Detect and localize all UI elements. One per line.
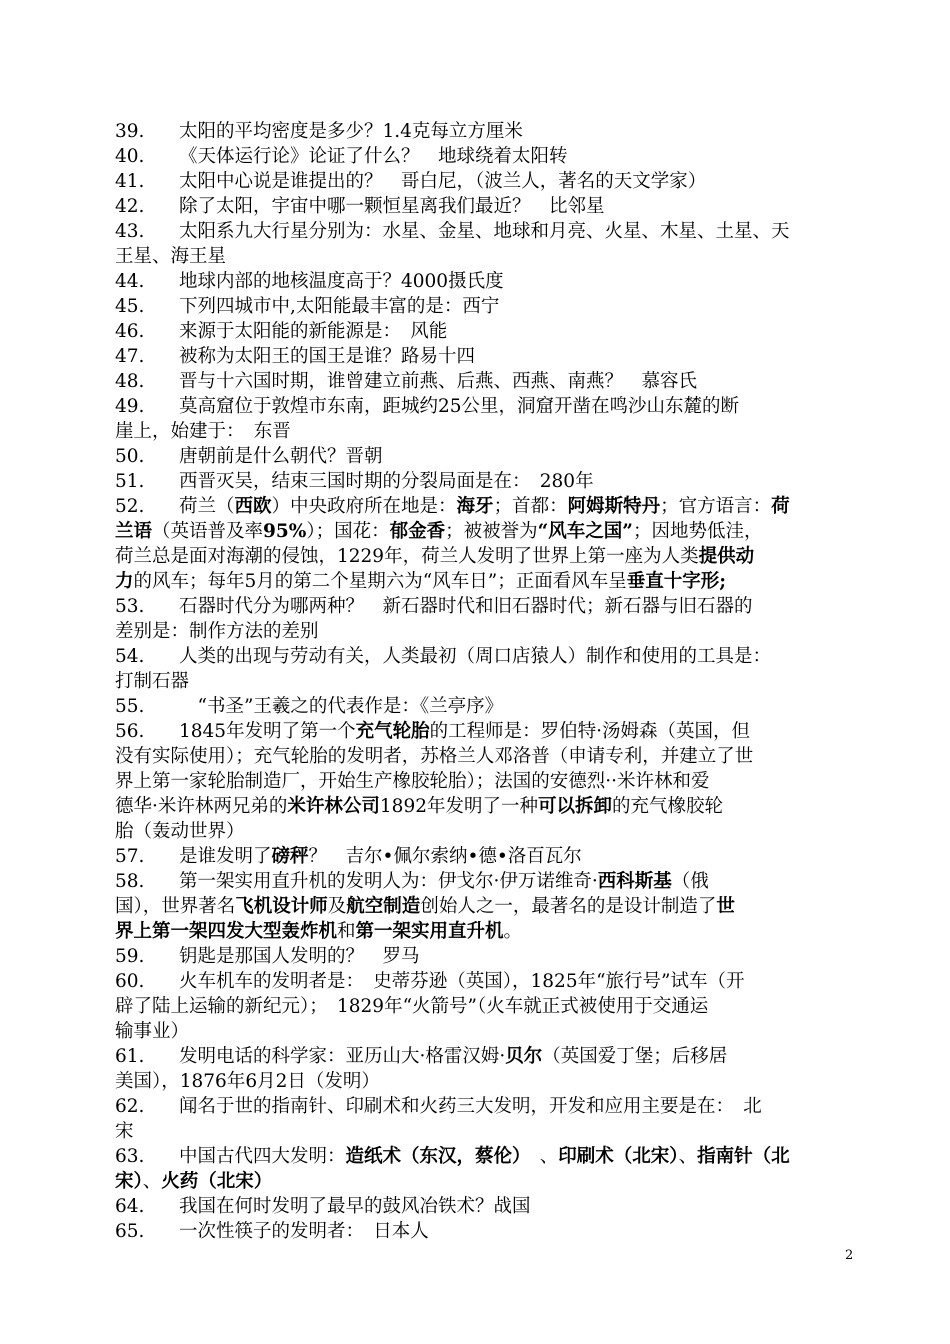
text-segment: 输事业） — [115, 1021, 190, 1042]
question-line — [115, 1044, 860, 1069]
text-segment: 1892年发明了一种 — [379, 796, 538, 817]
question-line — [115, 319, 860, 344]
question-number: 52. — [115, 496, 145, 517]
bold-text: 磅秤 — [271, 846, 309, 867]
text-segment: 地球内部的地核温度高于？4000摄氏度 — [179, 271, 504, 292]
question-number: 62. — [115, 1096, 145, 1117]
text-segment: “书圣”王羲之的代表作是：《兰亭序》 — [179, 696, 504, 717]
question-number: 43. — [115, 221, 145, 242]
question-number: 42. — [115, 196, 145, 217]
text-segment: 和 — [337, 921, 356, 942]
question-number: 41. — [115, 171, 145, 192]
question-number: 57. — [115, 846, 145, 867]
question-line — [115, 269, 860, 294]
bold-text: 宋） — [115, 1171, 143, 1192]
continuation-line — [115, 1019, 860, 1044]
text-segment: （英国爱丁堡；后移居 — [542, 1046, 728, 1067]
text-segment: 除了太阳，宇宙中哪一颗恒星离我们最近？ 比邻星 — [179, 196, 605, 217]
text-segment: 太阳系九大行星分别为：水星、金星、地球和月亮、火星、木星、土星、天 — [179, 221, 790, 242]
text-segment: 差别是：制作方法的差别 — [115, 621, 319, 642]
text-segment: 德华·米许林两兄弟的 — [115, 796, 288, 817]
text-segment: 下列四城市中,太阳能最丰富的是：西宁 — [179, 296, 500, 317]
text-segment: 《天体运行论》论证了什么？ 地球绕着太阳转 — [179, 146, 568, 167]
question-number: 44. — [115, 271, 145, 292]
text-segment: 打制石器 — [115, 671, 190, 692]
text-segment: 晋与十六国时期，谁曾建立前燕、后燕、西燕、南燕？ 慕容氏 — [179, 371, 698, 392]
question-number: 59. — [115, 946, 145, 967]
text-segment: 崖上，始建于： 东晋 — [115, 421, 291, 442]
continuation-line — [115, 419, 860, 444]
text-segment: 第一架实用直升机的发明人为：伊戈尔·伊万诺维奇· — [179, 871, 598, 892]
text-segment: 王星、海王星 — [115, 246, 227, 267]
continuation-line — [115, 894, 860, 919]
page-number: 2 — [845, 1248, 854, 1263]
text-segment: 人类的出现与劳动有关，人类最初（周口店猿人）制作和使用的工具是： — [179, 646, 772, 667]
continuation-line — [115, 769, 860, 794]
question-line — [115, 719, 860, 744]
question-number: 50. — [115, 446, 145, 467]
bold-text: 航空制造 — [346, 896, 421, 917]
text-segment: 宋 — [115, 1121, 134, 1142]
text-segment: 没有实际使用）；充气轮胎的发明者，苏格兰人邓洛普（申请专利，并建立了世 — [115, 746, 754, 767]
question-number: 53. — [115, 596, 145, 617]
bold-text: 指南针（北 — [697, 1146, 790, 1167]
continuation-line — [115, 669, 860, 694]
question-line — [115, 1094, 860, 1119]
text-segment: 、 — [521, 1146, 559, 1167]
text-segment: （俄 — [671, 871, 709, 892]
continuation-line — [115, 819, 860, 844]
question-line — [115, 369, 860, 394]
question-line — [115, 1144, 860, 1169]
question-number: 39. — [115, 121, 145, 142]
question-line — [115, 869, 860, 894]
bold-text: 垂直十字形; — [626, 571, 727, 592]
text-segment: 石器时代分为哪两种？ 新石器时代和旧石器时代；新石器与旧石器的 — [179, 596, 753, 617]
text-segment: ；被被誉为 — [445, 521, 538, 542]
bold-text: 飞机设计师 — [235, 896, 328, 917]
question-number: 54. — [115, 646, 145, 667]
question-line — [115, 119, 860, 144]
text-segment: 国），世界著名 — [115, 896, 236, 917]
continuation-line — [115, 544, 860, 569]
text-segment: ；因地势低洼， — [632, 521, 763, 542]
question-line — [115, 944, 860, 969]
continuation-line — [115, 919, 860, 944]
question-line — [115, 644, 860, 669]
bold-text: 95% — [263, 521, 307, 542]
continuation-line — [115, 1119, 860, 1144]
question-line — [115, 494, 860, 519]
question-number: 55. — [115, 696, 145, 717]
continuation-line — [115, 1069, 860, 1094]
question-number: 40. — [115, 146, 145, 167]
question-number: 64. — [115, 1196, 145, 1217]
text-segment: 唐朝前是什么朝代？晋朝 — [179, 446, 383, 467]
question-line — [115, 394, 860, 419]
text-segment: 界上第一家轮胎制造厂，开始生产橡胶轮胎）；法国的安德烈··米许林和爱 — [115, 771, 710, 792]
bold-text: 郁金香 — [389, 521, 446, 542]
question-number: 56. — [115, 721, 145, 742]
text-segment: 的工程师是：罗伯特·汤姆森（英国，但 — [429, 721, 750, 742]
document-page — [115, 119, 860, 1244]
bold-text: “风车之国” — [537, 521, 633, 542]
bold-text: 造纸术（东汉，蔡伦） — [345, 1146, 522, 1167]
text-segment: 、 — [678, 1146, 698, 1167]
question-number: 46. — [115, 321, 145, 342]
question-number: 61. — [115, 1046, 145, 1067]
text-segment: 。 — [503, 921, 523, 942]
text-segment: 闻名于世的指南针、印刷术和火药三大发明，开发和应用主要是在： 北 — [179, 1096, 762, 1117]
question-line — [115, 344, 860, 369]
question-line — [115, 194, 860, 219]
text-segment: 莫高窟位于敦煌市东南，距城约25公里，洞窟开凿在鸣沙山东麓的断 — [179, 396, 740, 417]
text-segment: 一次性筷子的发明者： 日本人 — [179, 1221, 429, 1242]
continuation-line — [115, 619, 860, 644]
bold-text: 西欧 — [234, 496, 272, 517]
bold-text: 海牙 — [456, 496, 494, 517]
bold-text: 第一架实用直升机 — [355, 921, 504, 942]
question-line — [115, 844, 860, 869]
continuation-line — [115, 244, 860, 269]
question-line — [115, 1219, 860, 1244]
text-segment: 被称为太阳王的国王是谁？路易十四 — [179, 346, 476, 367]
text-segment: 1845年发明了第一个 — [179, 721, 356, 742]
question-line — [115, 444, 860, 469]
bold-text: 阿姆斯特丹 — [567, 496, 661, 517]
text-segment: 荷兰（ — [179, 496, 235, 517]
continuation-line — [115, 569, 860, 594]
text-segment: 太阳中心说是谁提出的？ 哥白尼，（波兰人，著名的天文学家） — [179, 171, 707, 192]
question-number: 63. — [115, 1146, 145, 1167]
bold-text: 米许林公司 — [287, 796, 380, 817]
text-segment: （英语普及率 — [152, 521, 264, 542]
question-number: 49. — [115, 396, 145, 417]
continuation-line — [115, 1169, 860, 1194]
bold-text: 世 — [716, 896, 735, 917]
text-segment: 荷兰总是面对海潮的侵蚀，1229年，荷兰人发明了世界上第一座为人类 — [115, 546, 699, 567]
question-number: 60. — [115, 971, 145, 992]
question-number: 51. — [115, 471, 145, 492]
question-line — [115, 219, 860, 244]
question-number: 65. — [115, 1221, 145, 1242]
text-segment: 、 — [142, 1171, 162, 1192]
text-segment: 来源于太阳能的新能源是： 风能 — [179, 321, 448, 342]
question-number: 47. — [115, 346, 145, 367]
question-number: 48. — [115, 371, 145, 392]
question-line — [115, 469, 860, 494]
text-segment: 的风车；每年5月的第二个星期六为“风车日”；正面看风车呈 — [133, 571, 627, 592]
continuation-line — [115, 519, 860, 544]
bold-text: 火药（北宋） — [161, 1171, 273, 1192]
bold-text: 界上第一架四发大型轰炸机 — [115, 921, 338, 942]
bold-text: 贝尔 — [505, 1046, 543, 1067]
bold-text: 印刷术（北宋） — [558, 1146, 679, 1167]
bold-text: 充气轮胎 — [355, 721, 430, 742]
text-segment: 是谁发明了 — [179, 846, 272, 867]
bold-text: 提供动 — [698, 546, 755, 567]
text-segment: ）中央政府所在地是： — [271, 496, 457, 517]
text-segment: ；官方语言： — [660, 496, 772, 517]
bold-text: 可以拆卸 — [538, 796, 613, 817]
text-segment: 西晋灭吴，结束三国时期的分裂局面是在： 280年 — [179, 471, 594, 492]
text-segment: 美国），1876年6月2日（发明） — [115, 1071, 380, 1092]
question-line — [115, 1194, 860, 1219]
continuation-line — [115, 994, 860, 1019]
continuation-line — [115, 744, 860, 769]
question-number: 45. — [115, 296, 145, 317]
bold-text: 荷 — [771, 496, 790, 517]
text-segment: 太阳的平均密度是多少？1.4克每立方厘米 — [179, 121, 523, 142]
question-line — [115, 694, 860, 719]
text-segment: 我国在何时发明了最早的鼓风冶铁术？战国 — [179, 1196, 531, 1217]
question-line — [115, 169, 860, 194]
bold-text: 西科斯基 — [597, 871, 672, 892]
text-segment: 中国古代四大发明： — [179, 1146, 346, 1167]
text-segment: 的充气橡胶轮 — [612, 796, 724, 817]
text-segment: ？ 吉尔•佩尔索纳•德•洛百瓦尔 — [308, 846, 582, 867]
question-number: 58. — [115, 871, 145, 892]
text-segment: 创始人之一，最著名的是设计制造了 — [420, 896, 717, 917]
bold-text: 兰语 — [115, 521, 153, 542]
text-segment: ）；国花： — [306, 521, 390, 542]
text-segment: ；首都： — [493, 496, 568, 517]
question-line — [115, 594, 860, 619]
question-line — [115, 144, 860, 169]
text-segment: 钥匙是那国人发明的？ 罗马 — [179, 946, 420, 967]
bold-text: 力 — [115, 571, 134, 592]
text-segment: 辟了陆上运输的新纪元）； 1829年“火箭号”（火车就正式被使用于交通运 — [115, 996, 709, 1017]
text-segment: 及 — [327, 896, 347, 917]
continuation-line — [115, 794, 860, 819]
question-line — [115, 294, 860, 319]
question-line — [115, 969, 860, 994]
text-segment: 发明电话的科学家：亚历山大·格雷汉姆· — [179, 1046, 506, 1067]
text-segment: 胎（轰动世界） — [115, 821, 245, 842]
text-segment: 火车机车的发明者是： 史蒂芬逊（英国），1825年“旅行号”试车（开 — [179, 971, 745, 992]
